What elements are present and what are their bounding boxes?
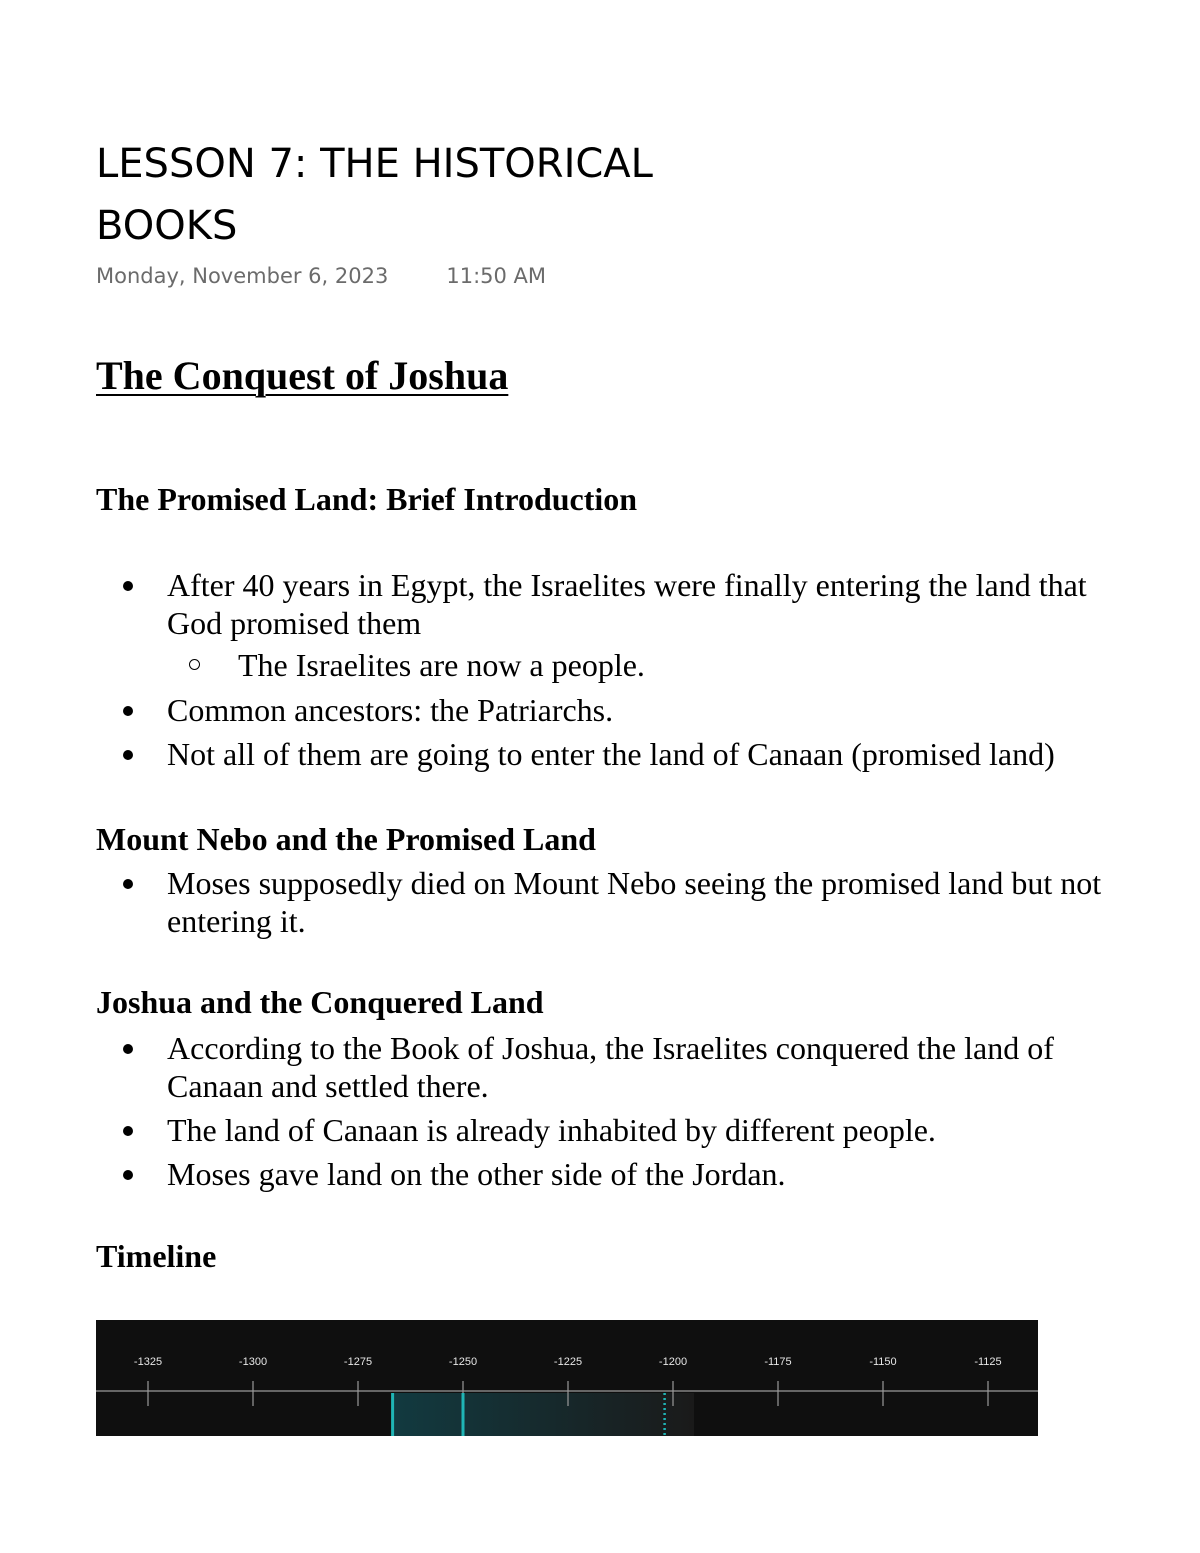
page-meta	[96, 264, 546, 288]
joshua-bullet-list	[0, 1029, 1200, 1193]
timeline-tick-label: -1225	[553, 1356, 583, 1368]
timeline-image	[96, 1320, 1038, 1436]
timeline-range-band	[392, 1393, 694, 1436]
section-heading-joshua: Joshua and the Conquered Land	[96, 984, 544, 1020]
intro-bullet-list	[0, 566, 1200, 773]
list-item: According to the Book of Joshua, the Israelites conquered the land of Canaan and settled there.	[0, 1029, 1200, 1105]
nebo-bullet-list	[0, 864, 1200, 940]
section-heading-nebo: Mount Nebo and the Promised Land	[96, 821, 596, 857]
list-item: Moses gave land on the other side of the Jordan.	[0, 1155, 1200, 1193]
page-title	[96, 133, 796, 257]
list-item: Moses supposedly died on Mount Nebo seeing the promised land but not entering it.	[0, 864, 1200, 940]
timeline-tick-label: -1125	[974, 1356, 1002, 1368]
list-item: The land of Canaan is already inhabited by different people.	[0, 1111, 1200, 1149]
list-item: After 40 years in Egypt, the Israelites were finally entering the land that God promised them	[0, 566, 1200, 642]
section-heading-intro: The Promised Land: Brief Introduction	[96, 481, 638, 517]
bullet-dot-icon	[123, 750, 133, 760]
section-heading-timeline: Timeline	[96, 1238, 217, 1274]
list-item: Common ancestors: the Patriarchs.	[0, 691, 1200, 729]
timeline-tick-label: -1175	[764, 1356, 792, 1368]
bullet-dot-icon	[123, 1044, 133, 1054]
list-item: The Israelites are now a people.	[0, 646, 1200, 684]
timeline-tick-label: -1300	[238, 1356, 268, 1368]
bullet-circle-icon	[189, 659, 200, 670]
timeline-tick-label: -1250	[448, 1356, 478, 1368]
title-line-1: LESSON 7: THE HISTORICAL	[96, 141, 653, 187]
page-time: 11:50 AM	[446, 264, 547, 288]
bullet-dot-icon	[123, 879, 133, 889]
timeline-svg	[96, 1320, 1038, 1436]
timeline-tick-label: -1325	[133, 1356, 163, 1368]
timeline-tick-label: -1150	[869, 1356, 897, 1368]
bullet-dot-icon	[123, 706, 133, 716]
main-heading: The Conquest of Joshua	[96, 353, 509, 398]
bullet-dot-icon	[123, 1170, 133, 1180]
timeline-tick-label: -1200	[658, 1356, 688, 1368]
bullet-dot-icon	[123, 581, 133, 591]
title-line-2: BOOKS	[96, 203, 238, 249]
timeline-tick-label: -1275	[343, 1356, 373, 1368]
page-date: Monday, November 6, 2023	[96, 264, 389, 288]
list-item: Not all of them are going to enter the land of Canaan (promised land)	[0, 735, 1200, 773]
bullet-dot-icon	[123, 1126, 133, 1136]
